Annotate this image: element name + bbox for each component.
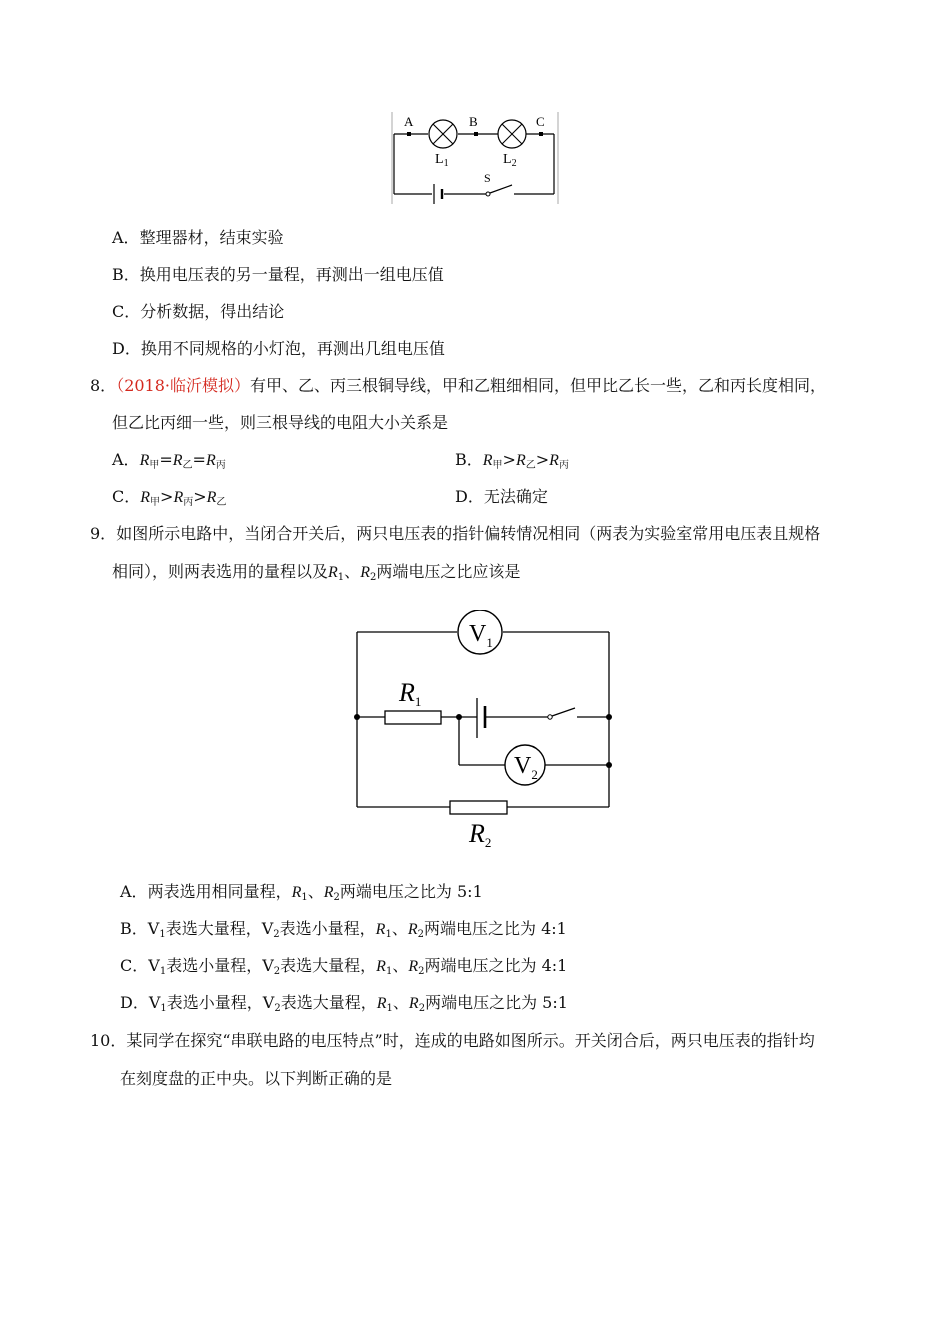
option-letter: A． — [112, 228, 140, 247]
question-stem: 如图所示电路中，当闭合开关后，两只电压表的指针偏转情况相同（两表为实验室常用电压表且规格 — [116, 524, 821, 543]
point-c — [539, 132, 543, 136]
q8-option-b[interactable]: B．$R_甲>R_乙>R_丙$ — [455, 450, 569, 471]
option-text: 整理器材，结束实验 — [139, 228, 284, 247]
label-r2: R — [469, 819, 485, 848]
label-c: C — [536, 114, 545, 129]
label-r1: R — [399, 678, 415, 707]
q9-line1 — [90, 524, 820, 544]
q9-option-a[interactable]: A．两表选用相同量程，$R_1$、$R_2$两端电压之比为 5:1 — [120, 882, 483, 903]
series-lamp-circuit-figure — [388, 108, 563, 208]
q7-option-b[interactable] — [112, 265, 444, 285]
switch-arm — [552, 708, 575, 716]
option-letter: B． — [112, 265, 140, 284]
svg-text:R1 — [398, 678, 421, 709]
option-letter: C． — [112, 302, 141, 321]
point-b — [474, 132, 478, 136]
question-number: 10． — [90, 1031, 127, 1050]
svg-text:R2 — [468, 819, 491, 850]
voltmeter-v1 — [458, 610, 502, 654]
svg-text:L1 — [435, 152, 449, 169]
q8-line1 — [90, 376, 826, 396]
label-r1-sub: 1 — [414, 694, 422, 709]
q9-line2: 相同），则两表选用的量程以及$R_1$、$R_2$两端电压之比应该是 — [112, 562, 521, 583]
q10-line2: 在刻度盘的正中央。以下判断正确的是 — [120, 1069, 393, 1088]
option-text: 换用不同规格的小灯泡，再测出几组电压值 — [140, 339, 445, 358]
label-s: S — [484, 171, 491, 185]
q9-option-b[interactable]: B．$V_1$表选大量程，$V_2$表选小量程，$R_1$、$R_2$两端电压之比为 4:1 — [120, 919, 567, 940]
label-b: B — [469, 114, 478, 129]
q8-option-a[interactable]: A．$R_甲=R_乙=R_丙$ — [112, 450, 226, 471]
lamp-l1 — [429, 120, 457, 148]
label-l1-sub: 1 — [443, 158, 449, 169]
point-a — [407, 132, 411, 136]
question-source: （2018·临沂模拟） — [116, 376, 250, 395]
label-a: A — [404, 114, 414, 129]
voltmeter-circuit-figure — [345, 610, 625, 860]
q8-option-c[interactable]: C．$R_甲>R_丙>R_乙$ — [112, 487, 227, 508]
q9-option-c[interactable]: C．$V_1$表选小量程，$V_2$表选大量程，$R_1$、$R_2$两端电压之比为 4:1 — [120, 956, 568, 977]
label-l2: L — [503, 152, 512, 167]
option-text: 换用电压表的另一量程，再测出一组电压值 — [139, 265, 444, 284]
resistor-r1 — [385, 711, 441, 724]
voltmeter-v2 — [505, 745, 545, 785]
question-stem: 某同学在探究“串联电路的电压特点”时，连成的电路如图所示。开关闭合后，两只电压表的指针均 — [126, 1031, 815, 1050]
label-l1: L — [435, 152, 444, 167]
q10-line1 — [90, 1031, 815, 1051]
lamp-l2 — [498, 120, 526, 148]
label-r2-sub: 2 — [484, 835, 492, 850]
resistor-r2 — [450, 801, 507, 814]
q7-option-d[interactable] — [112, 339, 445, 359]
question-stem: 有甲、乙、丙三根铜导线，甲和乙粗细相同，但甲比乙长一些，乙和丙长度相同， — [250, 376, 827, 395]
switch-arm — [490, 185, 512, 193]
option-letter: D． — [112, 339, 141, 358]
svg-text:V1: $V_1$ — [469, 621, 493, 650]
q8-option-d[interactable]: D．无法确定 — [455, 487, 548, 506]
svg-text:L2 — [503, 152, 517, 169]
label-l2-sub: 2 — [511, 158, 517, 169]
question-number: 8． — [90, 376, 117, 395]
q8-line2: 但乙比丙细一些，则三根导线的电阻大小关系是 — [112, 413, 449, 432]
svg-text:V2: $V_2$ — [514, 753, 538, 782]
q7-option-a[interactable] — [112, 228, 284, 248]
option-text: 分析数据，得出结论 — [140, 302, 285, 321]
q7-option-c[interactable] — [112, 302, 284, 322]
q9-option-d[interactable]: D．$V_1$表选小量程，$V_2$表选大量程，$R_1$、$R_2$两端电压之比为 5:1 — [120, 993, 568, 1014]
question-number: 9． — [90, 524, 117, 543]
